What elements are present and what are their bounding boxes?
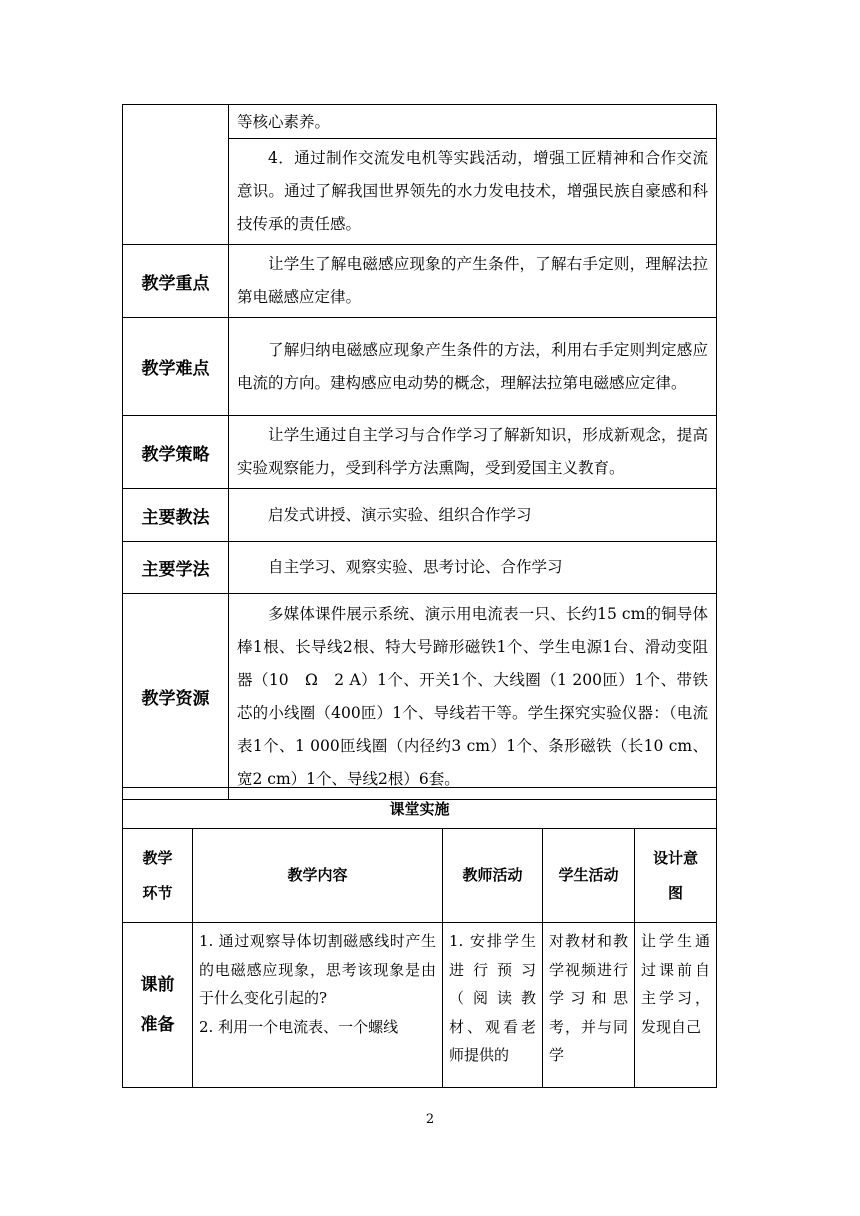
section-title: 课堂实施 <box>123 788 717 829</box>
table-row <box>123 416 717 489</box>
header-stage-line: 环节 <box>142 883 173 902</box>
row-content <box>229 139 717 245</box>
lesson-implementation-table <box>122 787 717 1088</box>
header-content: 教学内容 <box>193 829 443 923</box>
row-label: 教学重点 <box>123 245 229 318</box>
stage-line: 准备 <box>140 1015 175 1035</box>
row-content <box>229 416 717 489</box>
header-stage <box>123 829 193 923</box>
row-content <box>229 542 717 594</box>
table-row <box>123 594 717 800</box>
section-header-row <box>123 788 717 829</box>
header-teacher: 教师活动 <box>443 829 543 923</box>
table-row <box>123 489 717 542</box>
row-content <box>229 489 717 542</box>
column-header-row <box>123 829 717 923</box>
table-row <box>123 542 717 594</box>
content-cell <box>193 923 443 1088</box>
row-label: 主要教法 <box>123 489 229 542</box>
stage-cell <box>123 923 193 1088</box>
table-row <box>123 923 717 1088</box>
table-row <box>123 318 717 416</box>
header-student: 学生活动 <box>543 829 635 923</box>
teacher-cell: 1. 安排学生进行预习（阅读教材、观看老师提供的 <box>443 923 543 1088</box>
row-content <box>229 105 717 139</box>
content-item: 2. 利用一个电流表、一个螺线 <box>199 1017 399 1036</box>
row-label: 主要学法 <box>123 542 229 594</box>
row-label: 教学策略 <box>123 416 229 489</box>
header-intent-line: 设计意 <box>652 848 698 867</box>
row-label: 教学难点 <box>123 318 229 416</box>
paragraph: 4．通过制作交流发电机等实践活动，增强工匠精神和合作交流意识。通过了解我国世界领先的水力发电技术，增强民族自豪感和科技传承的责任感。 <box>237 149 708 233</box>
row-label-empty <box>123 105 229 245</box>
lesson-plan-info-table <box>122 104 717 800</box>
content-item: 1. 通过观察导体切割磁感线时产生的电磁感应现象，思考该现象是由于什么变化引起的? <box>199 932 436 1007</box>
row-label: 教学资源 <box>123 594 229 800</box>
paragraph: 等核心素养。 <box>237 112 331 131</box>
paragraph: 让学生了解电磁感应现象的产生条件，了解右手定则，理解法拉第电磁感应定律。 <box>237 255 708 306</box>
stage-line: 课前 <box>140 975 175 995</box>
header-intent <box>635 829 717 923</box>
student-cell: 对教材和教学视频进行学习和思考，并与同学 <box>543 923 635 1088</box>
page-number: 2 <box>425 1112 435 1127</box>
header-intent-line: 图 <box>667 883 683 902</box>
row-content <box>229 245 717 318</box>
paragraph: 了解归纳电磁感应现象产生条件的方法，利用右手定则判定感应电流的方向。建构感应电动势的概念，理解法拉第电磁感应定律。 <box>237 340 708 392</box>
paragraph: 启发式讲授、演示实验、组织合作学习 <box>268 505 532 524</box>
table-row <box>123 245 717 318</box>
paragraph: 自主学习、观察实验、思考讨论、合作学习 <box>268 558 563 576</box>
paragraph: 让学生通过自主学习与合作学习了解新知识，形成新观念，提高实验观察能力，受到科学方法熏陶，受到爱国主义教育。 <box>237 426 708 477</box>
intent-cell: 让学生通过课前自主学习，发现自己 <box>635 923 717 1088</box>
header-stage-line: 教学 <box>142 848 173 867</box>
row-content <box>229 318 717 416</box>
table-row <box>123 105 717 139</box>
paragraph: 多媒体课件展示系统、演示用电流表一只、长约15 cm的铜导体棒1根、长导线2根、特大号蹄形磁铁1个、学生电源1台、滑动变阻器（10 Ω 2 A）1个、开关1个、大线圈（1 200匝）1个、带铁芯的小线圈（400匝）1个、导线若干等。学生探究实验仪器：（电流表1个、1 000匝线圈（内径约3 cm）1个、条形磁铁（长10 cm、宽2 cm）1个、导线2根）6套。 <box>237 604 708 788</box>
row-content <box>229 594 717 800</box>
